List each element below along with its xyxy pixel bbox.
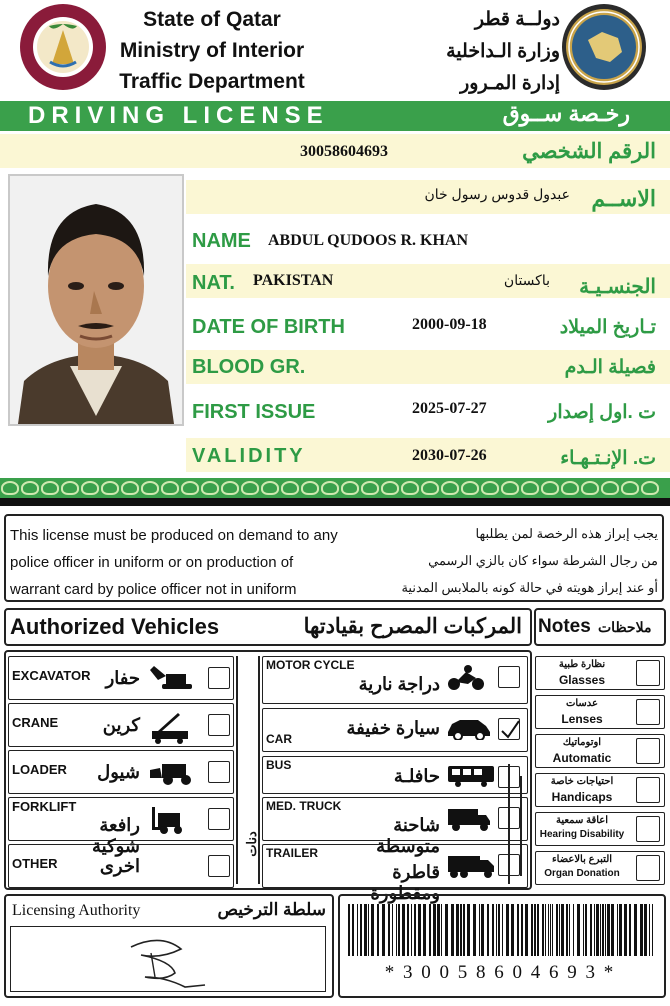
note-checkbox[interactable] — [636, 738, 660, 764]
authorized-vehicles-title-arabic: المركبات المصرح بقيادتها — [303, 615, 522, 638]
truck-icon — [446, 805, 492, 839]
name-value: ABDUL QUDOOS R. KHAN — [268, 232, 469, 249]
note-row — [535, 656, 665, 690]
excavator-icon — [148, 664, 200, 696]
notes-title-arabic: ملاحظات — [598, 619, 652, 635]
license-front — [0, 0, 670, 500]
note-label: Hearing Disability — [539, 829, 625, 840]
vehicle-label-arabic: شيول — [97, 762, 140, 782]
vehicle-label-arabic: دراجة نارية — [358, 674, 440, 694]
validity-value: 2030-07-26 — [412, 447, 487, 464]
vehicle-label: OTHER — [12, 856, 58, 871]
driving-license-title: DRIVING LICENSE — [28, 102, 329, 129]
note-row — [535, 851, 665, 885]
vehicle-checkbox[interactable] — [208, 855, 230, 877]
first-issue-label: FIRST ISSUE — [192, 401, 316, 423]
nationality-label: NAT. — [192, 272, 235, 294]
header-arabic: دولــة قطر وزارة الـداخلية إدارة المـرور — [446, 9, 560, 94]
motorcycle-icon — [446, 664, 486, 698]
vehicle-label-arabic: شاحنة متوسطة — [376, 815, 440, 856]
vehicle-label: MED. TRUCK — [266, 799, 342, 813]
first-issue-value: 2025-07-27 — [412, 400, 487, 417]
vehicle-label-arabic: حافلـة — [393, 766, 440, 786]
nationality-arabic-label: الجنسـيـة — [579, 276, 656, 298]
note-label-arabic: اعاقة سمعية — [555, 815, 609, 826]
barcode-text: * 3 0 0 5 8 6 0 4 6 9 3 * — [384, 962, 616, 983]
note-label-arabic: احتياجات خاصة — [550, 776, 614, 787]
note-checkbox[interactable] — [636, 660, 660, 686]
note-label-arabic: عدسات — [565, 698, 599, 709]
header-english: State of Qatar Ministry of Interior Traffic Department — [119, 8, 305, 93]
signature-box — [10, 926, 326, 992]
ornament-border — [0, 478, 670, 498]
name-arabic-label: الاســم — [591, 186, 656, 211]
license-back — [0, 506, 670, 1006]
dob-label: DATE OF BIRTH — [192, 316, 345, 338]
personal-number-label: الرقم الشخصي — [522, 140, 656, 163]
bracket-line — [520, 776, 522, 876]
vehicle-label: CRANE — [12, 715, 59, 730]
car-icon — [446, 716, 492, 746]
note-row — [535, 812, 665, 846]
driving-license-title-arabic: رخـصة ســوق — [502, 101, 630, 126]
vehicle-label-arabic: قاطرة ومقطورة — [370, 862, 440, 903]
holder-photo — [8, 174, 184, 426]
note-row — [535, 695, 665, 729]
signature-icon — [11, 927, 327, 993]
check-icon — [499, 719, 521, 741]
name-label: NAME — [192, 230, 251, 252]
note-label: Lenses — [561, 712, 603, 726]
vehicle-checkbox[interactable] — [208, 667, 230, 689]
name-arabic-value: عبدول قدوس رسول خان — [424, 186, 570, 202]
barcode — [348, 904, 656, 956]
note-label-arabic: التبرع بالاعضاء — [551, 854, 613, 865]
vehicle-label-arabic: سيارة خفيفة — [346, 718, 440, 738]
validity-label: VALIDITY — [192, 445, 306, 467]
vehicle-label: EXCAVATOR — [12, 668, 91, 683]
trailer-icon — [446, 852, 496, 886]
vehicle-checkbox[interactable] — [498, 666, 520, 688]
vehicle-label-arabic: رافعة شوكية — [91, 815, 140, 856]
authority-label-arabic: سلطة الترخيص — [217, 900, 326, 919]
authorized-vehicles-title: Authorized Vehicles — [10, 614, 220, 639]
personal-number-value: 30058604693 — [300, 143, 388, 160]
blood-group-label: BLOOD GR. — [192, 356, 306, 378]
notice-english: This license must be produced on demand to any police officer in uniform or on production of warrant card by police officer not in uniform — [10, 527, 338, 598]
vehicle-label-arabic: كرين — [102, 715, 140, 735]
dob-value: 2000-09-18 — [412, 316, 487, 333]
vehicle-checkbox[interactable] — [498, 718, 520, 740]
crane-icon — [148, 711, 192, 751]
bus-icon — [446, 764, 496, 794]
blood-group-arabic-label: فصيلة الـدم — [564, 357, 656, 378]
divider-text: دنات — [243, 831, 259, 857]
qatar-emblem-logo — [20, 4, 106, 90]
forklift-icon — [148, 805, 188, 841]
first-issue-arabic-label: ت .اول إصدار — [548, 402, 656, 423]
note-label: Automatic — [552, 751, 612, 765]
vehicle-label: CAR — [266, 732, 292, 746]
validity-arabic-label: ت. الإنـتـهـاء — [560, 448, 656, 469]
vehicle-label: MOTOR CYCLE — [266, 658, 355, 672]
vehicle-checkbox[interactable] — [208, 808, 230, 830]
note-label: Glasses — [558, 673, 606, 687]
notes-title: Notes — [538, 616, 591, 637]
note-row — [535, 734, 665, 768]
loader-icon — [148, 758, 198, 792]
vehicle-checkbox[interactable] — [208, 761, 230, 783]
vehicle-label-arabic: اخرى — [99, 856, 140, 876]
vehicle-checkbox[interactable] — [208, 714, 230, 736]
vehicle-label: FORKLIFT — [12, 799, 77, 814]
note-label-arabic: نظارة طبية — [558, 659, 606, 670]
nationality-arabic-value: باكستان — [503, 272, 550, 288]
vehicle-label-arabic: حفار — [105, 668, 140, 688]
nationality-value: PAKISTAN — [253, 272, 334, 289]
note-checkbox[interactable] — [636, 816, 660, 842]
note-checkbox[interactable] — [636, 777, 660, 803]
card-separator — [0, 498, 670, 506]
note-checkbox[interactable] — [636, 699, 660, 725]
bracket-line — [508, 764, 510, 884]
vehicles-divider — [236, 656, 238, 884]
dob-arabic-label: تـاريخ الميلاد — [559, 317, 656, 338]
vehicle-label: LOADER — [12, 762, 67, 777]
note-checkbox[interactable] — [636, 855, 660, 881]
note-label: Organ Donation — [544, 868, 620, 879]
notice-arabic: يجب إبراز هذه الرخصة لمن يطلبها من رجال الشرطة سواء كان بالزي الرسمي أو عند إبراز هويته في حالة كونه بالملابس المدنية — [401, 526, 658, 595]
gcc-emblem-logo — [562, 4, 646, 90]
note-label: Handicaps — [551, 790, 613, 804]
authority-label: Licensing Authority — [12, 902, 141, 919]
vehicle-label: BUS — [266, 758, 292, 772]
note-row — [535, 773, 665, 807]
note-label-arabic: اوتوماتيك — [562, 737, 602, 748]
vehicle-label: TRAILER — [266, 846, 318, 860]
